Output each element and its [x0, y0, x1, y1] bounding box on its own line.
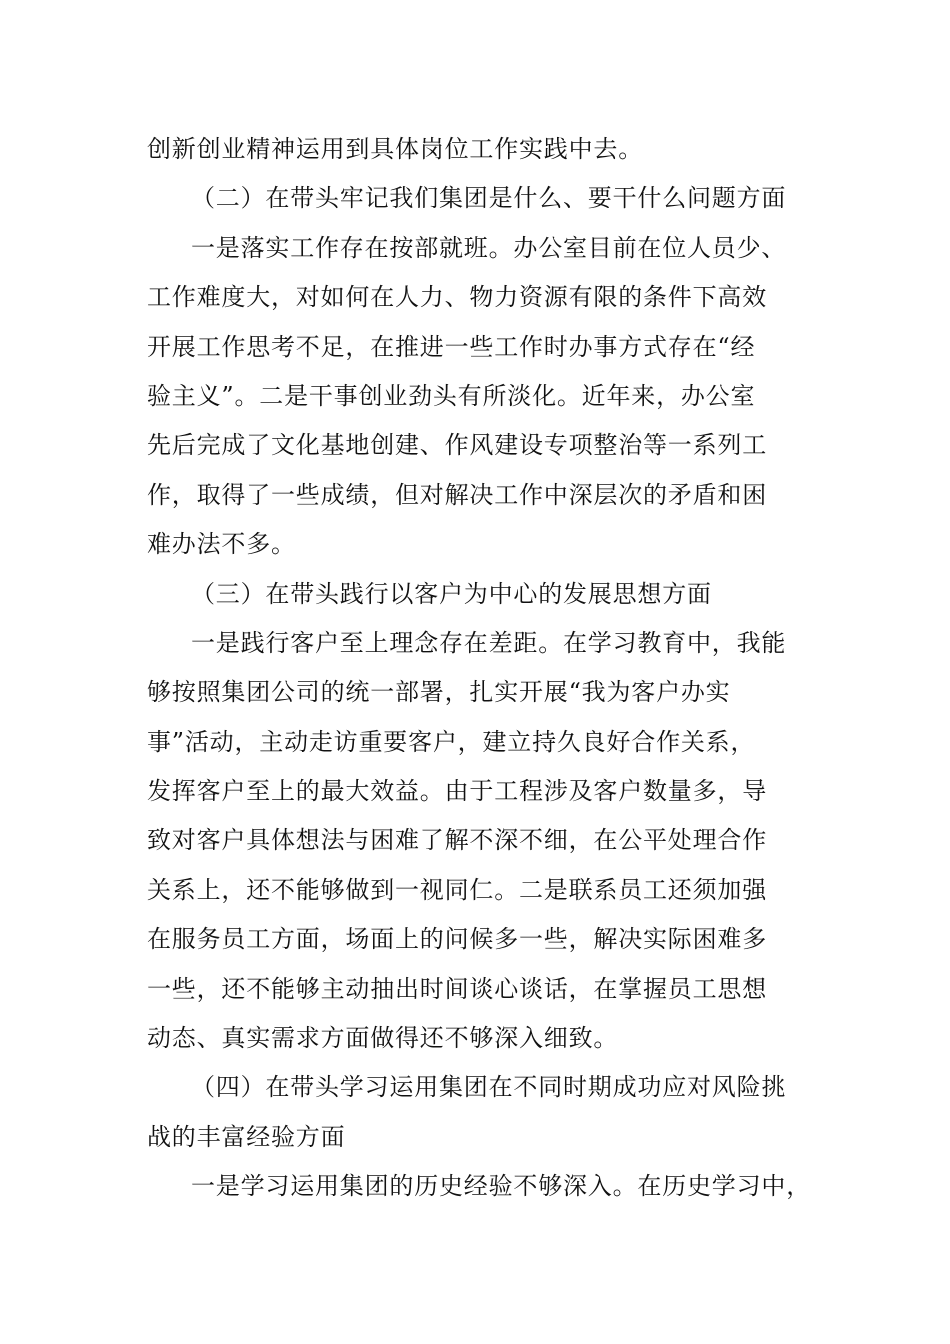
text-line: 一些，还不能够主动抽出时间谈心谈话，在掌握员工思想 — [147, 974, 767, 1003]
text-line: 一是落实工作存在按部就班。办公室目前在位人员少、 — [191, 233, 787, 262]
text-line: 一是学习运用集团的历史经验不够深入。在历史学习中， — [191, 1172, 811, 1201]
text-line: 动态、真实需求方面做得还不够深入细致。 — [147, 1024, 619, 1053]
section-heading-3: （三）在带头践行以客户为中心的发展思想方面 — [191, 579, 712, 608]
text-line: 工作难度大，对如何在人力、物力资源有限的条件下高效 — [147, 283, 767, 312]
document-body — [147, 125, 811, 1212]
text-line: 事”活动，主动走访重要客户，建立持久良好合作关系， — [147, 727, 756, 756]
text-line: 发挥客户至上的最大效益。由于工程涉及客户数量多，导 — [147, 777, 767, 806]
text-line: 开展工作思考不足，在推进一些工作时办事方式存在“经 — [147, 332, 756, 361]
text-line: 一是践行客户至上理念存在差距。在学习教育中，我能 — [191, 628, 787, 657]
text-line: 在服务员工方面，场面上的问候多一些，解决实际困难多 — [147, 925, 767, 954]
text-line: 先后完成了文化基地创建、作风建设专项整治等一系列工 — [147, 431, 767, 460]
text-line: 难办法不多。 — [147, 530, 296, 559]
section-heading-4: （四）在带头学习运用集团在不同时期成功应对风险挑 — [191, 1073, 787, 1102]
text-line: 战的丰富经验方面 — [147, 1122, 346, 1151]
text-line: 创新创业精神运用到具体岗位工作实践中去。 — [147, 135, 643, 163]
text-line: 关系上，还不能够做到一视同仁。二是联系员工还须加强 — [147, 875, 767, 904]
text-line: 验主义”。二是干事创业劲头有所淡化。近年来，办公室 — [147, 381, 756, 410]
section-heading-2: （二）在带头牢记我们集团是什么、要干什么问题方面 — [191, 184, 787, 213]
text-line: 致对客户具体想法与困难了解不深不细，在公平处理合作 — [147, 826, 767, 855]
text-line: 够按照集团公司的统一部署，扎实开展“我为客户办实 — [147, 678, 731, 707]
text-line: 作，取得了一些成绩，但对解决工作中深层次的矛盾和困 — [147, 480, 767, 509]
